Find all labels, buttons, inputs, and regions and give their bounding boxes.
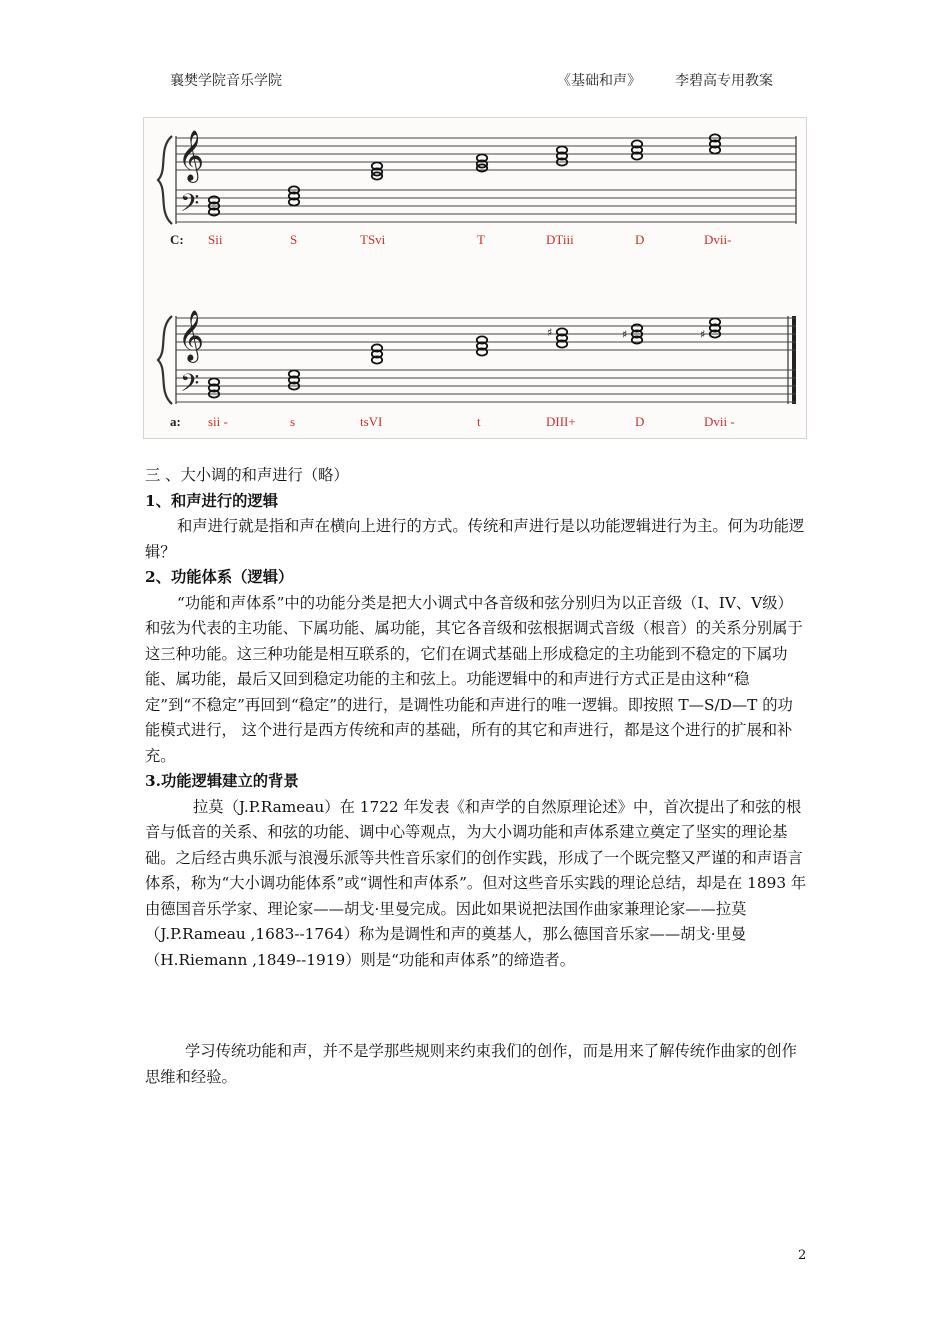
sharp-icon: ♯ xyxy=(700,328,706,341)
a-minor-chord-label: sii - xyxy=(208,414,228,429)
header-author: 李碧高专用教案 xyxy=(675,73,773,89)
bass-staff-2 xyxy=(176,370,796,402)
subsection-2-paragraph: “功能和声体系”中的功能分类是把大小调式中各音级和弦分别归为以正音级（I、IV、V级）和弦为代表的主功能、下属功能、属功能，其它各音级和弦根据调式音级（根音）的关系分别属于这三种功能。这三种功能是相互联系的，它们在调式基础上形成稳定的主功能到不稳定的下属功能、属功能，最后又回到稳定功能的主和弦上。功能逻辑中的和声进行方式正是由这种“稳定”到“不稳定”再回到“稳定”的进行，是调性功能和声进行的唯一逻辑。即按照 T—S/D—T 的功能模式进行， 这个进行是西方传统和声的基础，所有的其它和声进行，都是这个进行的扩展和补充。 xyxy=(145,593,803,765)
c-major-chord-label: D xyxy=(635,232,645,247)
a-minor-chord-label: D xyxy=(635,414,645,429)
treble-clef-icon: 𝄞 xyxy=(178,130,205,181)
bass-staff-1 xyxy=(176,190,796,222)
c-major-chord-label: Dvii- xyxy=(704,232,732,247)
c-major-chord-label: TSvi xyxy=(360,232,386,247)
a-minor-chord-label: DIII+ xyxy=(546,414,576,429)
header-school: 襄樊学院音乐学院 xyxy=(170,73,282,89)
c-major-chord-label: DTiii xyxy=(546,232,574,247)
bass-clef-icon: 𝄢 xyxy=(180,369,200,404)
subsection-1-paragraph: 和声进行就是指和声在横向上进行的方式。传统和声进行是以功能逻辑进行为主。何为功能逻辑？ xyxy=(145,517,805,561)
lesson-body xyxy=(145,463,807,1090)
score-system-2 xyxy=(158,310,796,429)
a-minor-chord-label: Dvii - xyxy=(704,414,735,429)
c-major-chord-label: Sii xyxy=(208,232,223,247)
header-right xyxy=(557,70,773,90)
score-system-1 xyxy=(158,130,796,247)
section-3-title: 三 、大小调的和声进行（略） xyxy=(145,466,349,484)
c-major-chord-label: T xyxy=(477,232,485,247)
page-number: 2 xyxy=(798,1248,807,1263)
key-label-1: C: xyxy=(170,232,184,247)
subsection-3-paragraph: 拉莫（J.P.Rameau）在 1722 年发表《和声学的自然原理论述》中，首次提出了和弦的根音与低音的关系、和弦的功能、调中心等观点，为大小调功能和声体系建立奠定了坚实的理论基础。之后经古典乐派与浪漫乐派等共性音乐家们的创作实践，形成了一个既完整又严谨的和声语言体系，称为“大小调功能体系”或“调性和声体系”。但对这些音乐实践的理论总结，却是在 1893 年由德国音乐学家、理论家——胡戈·里曼完成。因此如果说把法国作曲家兼理论家——拉莫（J.P.Rameau ,1683--1764）称为是调性和声的奠基人，那么德国音乐家——胡戈·里曼（H.Riemann ,1849--1919）则是“功能和声体系”的缔造者。 xyxy=(145,797,807,969)
brace-1 xyxy=(158,136,172,224)
subsection-2-title: 2、功能体系（逻辑） xyxy=(145,568,294,586)
a-minor-chord-label: t xyxy=(477,414,481,429)
header-book-title: 《基础和声》 xyxy=(557,73,641,89)
a-minor-chord-label: tsVI xyxy=(360,414,383,429)
subsection-3-title: 3.功能逻辑建立的背景 xyxy=(145,772,299,790)
brace-2 xyxy=(158,316,172,404)
a-minor-chord-label: s xyxy=(290,414,296,429)
treble-clef-icon: 𝄞 xyxy=(178,310,205,361)
sharp-icon: ♯ xyxy=(622,328,628,341)
bass-clef-icon: 𝄢 xyxy=(180,189,200,224)
subsection-1-title: 1、和声进行的逻辑 xyxy=(145,491,279,510)
sharp-icon: ♯ xyxy=(547,326,553,339)
c-major-chord-label: S xyxy=(290,232,298,247)
music-score-figure xyxy=(143,117,807,439)
key-label-2: a: xyxy=(170,414,181,429)
closing-paragraph: 学习传统功能和声，并不是学那些规则来约束我们的创作，而是用来了解传统作曲家的创作思维和经验。 xyxy=(145,1042,797,1086)
